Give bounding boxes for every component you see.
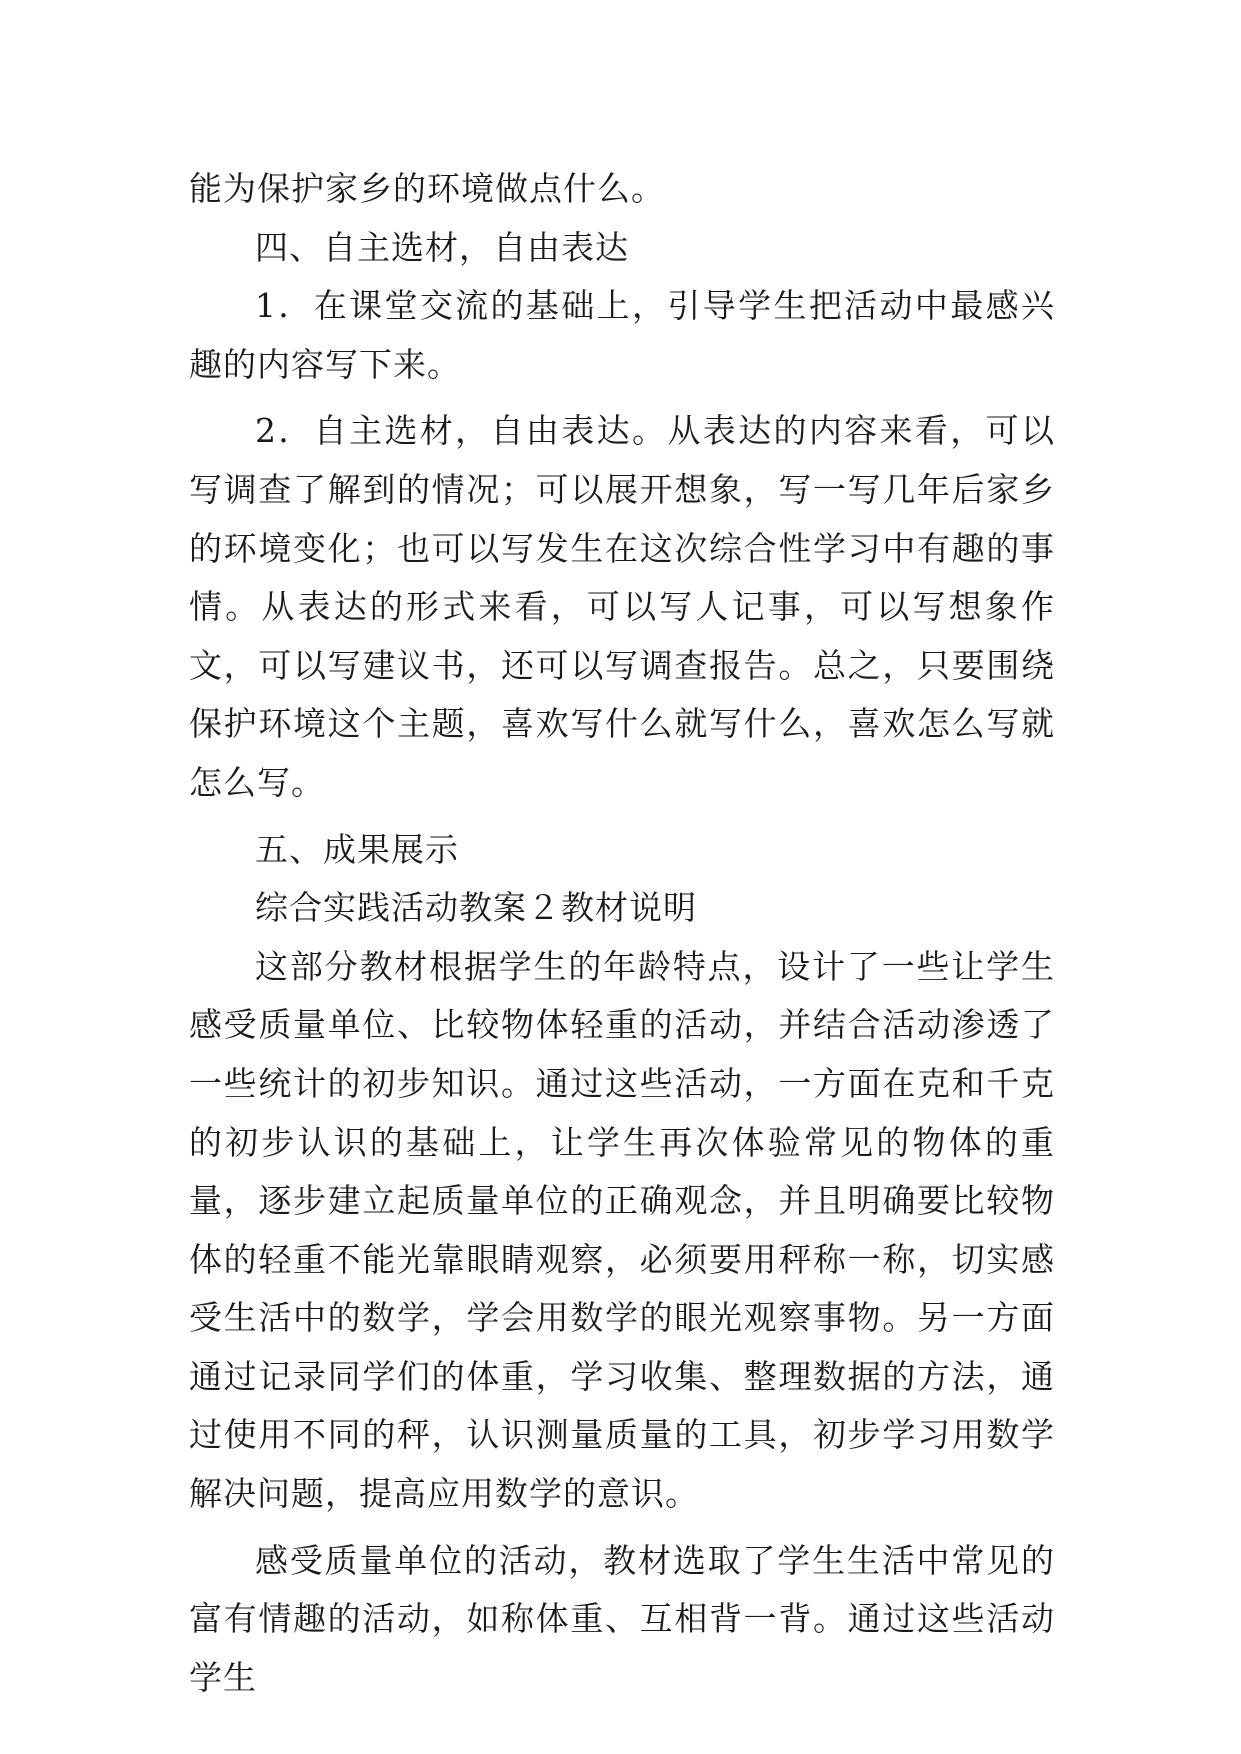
lesson-plan-title: 综合实践活动教案２教材说明 [255,888,697,928]
section-heading-4: 四、自主选材，自由表达 [255,227,629,267]
paragraph-item-2: 2．自主选材，自由表达。从表达的内容来看，可以写调查了解到的情况；可以展开想象，写一写几年后家乡的环境变化；也可以写发生在这次综合性学习中有趣的事情。从表达的形式来看，可以写人记事，可以写想象作文，可以写建议书，还可以写调查报告。总之，只要围绕保护环境这个主题，喜欢写什么就写什么，喜欢怎么写就怎么写。 [189,411,1055,802]
document-body [189,160,1055,1707]
paragraph-material-description: 这部分教材根据学生的年龄特点，设计了一些让学生感受质量单位、比较物体轻重的活动，并结合活动渗透了一些统计的初步知识。通过这些活动，一方面在克和千克的初步认识的基础上，让学生再次体验常见的物体的重量，逐步建立起质量单位的正确观念，并且明确要比较物体的轻重不能光靠眼睛观察，必须要用秤称一称，切实感受生活中的数学，学会用数学的眼光观察事物。另一方面通过记录同学们的体重，学习收集、整理数据的方法，通过使用不同的秤，认识测量质量的工具，初步学习用数学解决问题，提高应用数学的意识。 [189,946,1055,1514]
paragraph-continuation: 能为保护家乡的环境做点什么。 [189,169,665,208]
paragraph-activities: 感受质量单位的活动，教材选取了学生生活中常见的富有情趣的活动，如称体重、互相背一背。通过这些活动学生 [189,1540,1055,1697]
section-heading-5: 五、成果展示 [255,829,459,869]
paragraph-item-1: 1．在课堂交流的基础上，引导学生把活动中最感兴趣的内容写下来。 [189,286,1055,384]
